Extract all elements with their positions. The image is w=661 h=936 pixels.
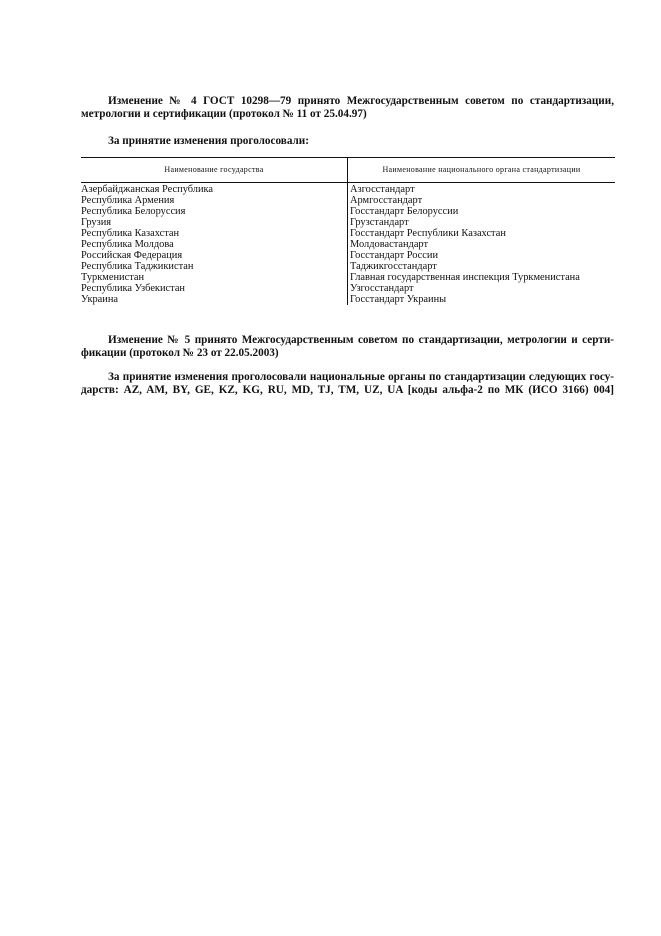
change-4-paragraph <box>81 95 614 121</box>
body-cell: Госстандарт Белоруссии <box>350 206 459 217</box>
voted-heading-paragraph <box>81 135 614 148</box>
table-row <box>81 272 615 283</box>
state-cell: Украина <box>81 294 119 305</box>
body-cell: Главная государственная инспекция Туркменистана <box>350 272 580 283</box>
body-cell: Госстандарт Республики Казахстан <box>350 228 506 239</box>
table-row <box>81 217 615 228</box>
state-cell: Республика Молдова <box>81 239 174 250</box>
state-cell: Туркменистан <box>81 272 145 283</box>
body-cell: Армгосстандарт <box>350 195 423 206</box>
table-row <box>81 184 615 195</box>
body-cell: Узгосстандарт <box>350 283 414 294</box>
voted-5-paragraph <box>81 371 614 397</box>
table-row <box>81 250 615 261</box>
body-cell: Госстандарт Украины <box>350 294 447 305</box>
voted-heading: За принятие изменения проголосовали: <box>108 135 309 147</box>
change-5-line-2: фикации (протокол № 23 от 22.05.2003) <box>81 347 279 359</box>
body-cell: Молдовастандарт <box>350 239 429 250</box>
state-cell: Республика Таджикистан <box>81 261 194 272</box>
state-cell: Российская Федерация <box>81 250 183 261</box>
body-cell: Грузстандарт <box>350 217 409 228</box>
state-cell: Республика Белоруссия <box>81 206 186 217</box>
table-row <box>81 261 615 272</box>
state-cell: Республика Армения <box>81 195 175 206</box>
change-4-line-1: Изменение № 4 ГОСТ 10298—79 принято Межгосударственным советом по стандартизации, <box>108 95 614 107</box>
table-row <box>81 239 615 250</box>
table-row <box>81 206 615 217</box>
body-cell: Госстандарт России <box>350 250 439 261</box>
column-header-state: Наименование государства <box>164 165 264 174</box>
table-row <box>81 294 615 305</box>
change-4-line-2: метрологии и сертификации (протокол № 11 от 25.04.97) <box>81 108 367 120</box>
voted-5-line-1: За принятие изменения проголосовали национальные органы по стандартизации следующих госу- <box>108 371 614 383</box>
voted-5-line-2: дарств: AZ, AM, BY, GE, KZ, KG, RU, MD, TJ, TM, UZ, UA [коды альфа-2 по МК (ИСО 3166) 004] <box>81 384 614 396</box>
column-header-body: Наименование национального органа стандартизации <box>382 165 581 174</box>
table-row <box>81 283 615 294</box>
change-5-paragraph <box>81 334 614 360</box>
body-cell: Азгосстандарт <box>350 184 415 195</box>
table-row <box>81 195 615 206</box>
state-cell: Республика Казахстан <box>81 228 180 239</box>
body-cell: Таджикгосстандарт <box>350 261 437 272</box>
state-cell: Грузия <box>81 217 112 228</box>
table-body <box>81 183 615 305</box>
voting-table <box>81 157 615 305</box>
table-row <box>81 228 615 239</box>
state-cell: Республика Узбекистан <box>81 283 185 294</box>
table-header <box>81 157 615 183</box>
state-cell: Азербайджанская Республика <box>81 184 214 195</box>
change-5-line-1: Изменение № 5 принято Межгосударственным советом по стандартизации, метрологии и серти- <box>108 334 614 346</box>
